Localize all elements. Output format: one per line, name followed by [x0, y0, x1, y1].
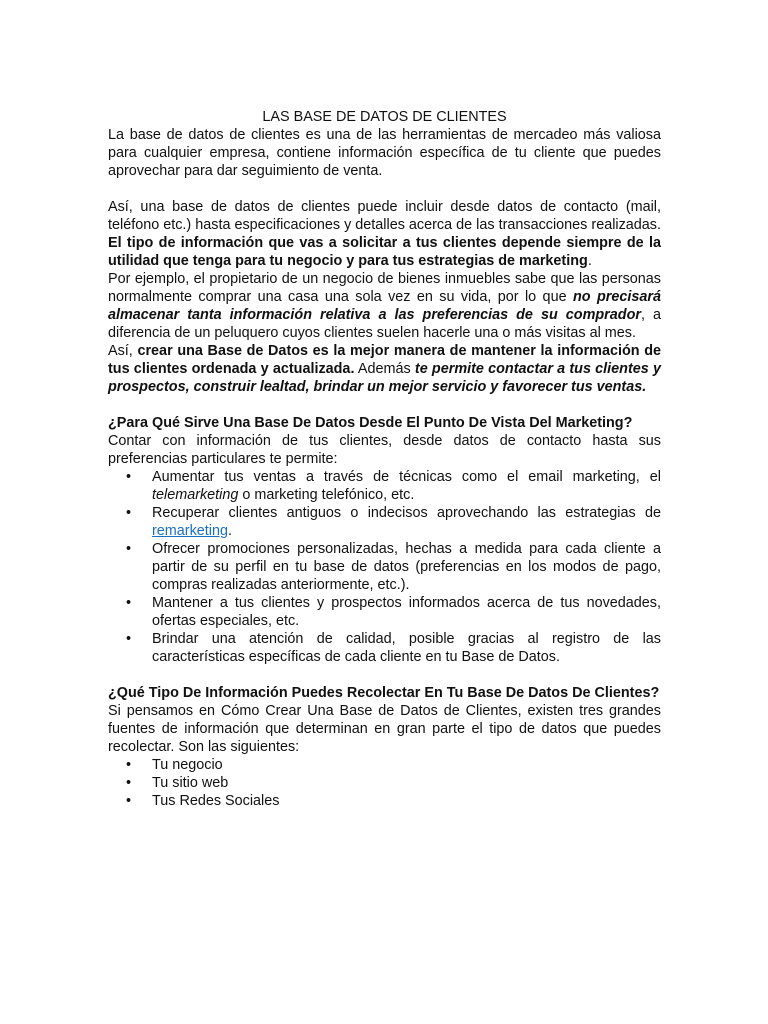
- section-heading-information-types: ¿Qué Tipo De Información Puedes Recolectar En Tu Base De Datos De Clientes?: [108, 685, 660, 701]
- bullet-icon: •: [126, 757, 132, 773]
- blank-line: [108, 396, 661, 414]
- paragraph-bold-italic-text: no precisará almacenar tanta información relativa a las preferencias de su comprador: [108, 289, 662, 323]
- section-lead-information-types: Si pensamos en Cómo Crear Una Base de Datos de Clientes, existen tres grandes fuentes de información que determinan en gran parte el tipo de datos que puedes recolectar. Son las siguientes:: [108, 703, 661, 755]
- list-item-text: Tu sitio web: [152, 775, 229, 791]
- list-item-text: Brindar una atención de calidad, posible gracias al registro de las características específicas de cada cliente en tu Base de Datos.: [152, 631, 661, 665]
- paragraph-text: Así,: [108, 343, 138, 359]
- paragraph-text: .: [587, 253, 592, 269]
- list-item-text: Ofrecer promociones personalizadas, hechas a medida para cada cliente a partir de su perfil en tu base de datos (preferencias en los modos de pago, compras realizadas anteriormente, etc.).: [152, 541, 661, 593]
- paragraph-example: [108, 270, 661, 342]
- bullet-icon: •: [126, 775, 132, 791]
- paragraph-bold-italic-text: te permite contactar a tus clientes y prospectos, construir lealtad, brindar un mejor servicio y favorecer tus ventas.: [108, 361, 662, 395]
- bullet-icon: •: [126, 469, 132, 485]
- list-item: [108, 792, 661, 810]
- information-sources-list: [108, 756, 661, 810]
- section-heading-marketing: ¿Para Qué Sirve Una Base De Datos Desde El Punto De Vista Del Marketing?: [108, 415, 633, 431]
- paragraph-database-benefits: [108, 342, 661, 396]
- paragraph-contact-data: [108, 198, 661, 270]
- list-item-italic-text: telemarketing: [152, 487, 239, 503]
- document-title: LAS BASE DE DATOS DE CLIENTES: [262, 109, 507, 125]
- bullet-icon: •: [126, 541, 132, 557]
- list-item-text: Mantener a tus clientes y prospectos informados acerca de tus novedades, ofertas especiales, etc.: [152, 595, 661, 629]
- list-item-text: Aumentar tus ventas a través de técnicas como el email marketing, el: [152, 469, 661, 485]
- list-item: [108, 630, 661, 666]
- list-item-text: Tu negocio: [152, 757, 223, 773]
- document-page: [108, 108, 661, 810]
- list-item: [108, 774, 661, 792]
- list-item-text: .: [227, 523, 232, 539]
- blank-line: [108, 666, 661, 684]
- intro-paragraph: La base de datos de clientes es una de las herramientas de mercadeo más valiosa para cualquier empresa, contiene información específica de tu cliente que puedes aprovechar para dar seguimiento de venta.: [108, 127, 661, 179]
- paragraph-text: Además: [354, 361, 415, 377]
- list-item-text: o marketing telefónico, etc.: [238, 487, 415, 503]
- bullet-icon: •: [126, 595, 132, 611]
- bullet-icon: •: [126, 631, 132, 647]
- blank-line: [108, 180, 661, 198]
- list-item: [108, 594, 661, 630]
- list-item: [108, 756, 661, 774]
- bullet-icon: •: [126, 793, 132, 809]
- marketing-benefits-list: [108, 468, 661, 666]
- paragraph-bold-text: crear una Base de Datos es la mejor manera de mantener la información de tus clientes ordenada y actualizada.: [108, 343, 661, 377]
- list-item: [108, 504, 661, 540]
- paragraph-text: , a diferencia de un peluquero cuyos clientes suelen hacerle una o más visitas al mes.: [108, 307, 661, 341]
- paragraph-text: Así, una base de datos de clientes puede incluir desde datos de contacto (mail, teléfono etc.) hasta especificaciones y detalles acerca de las transacciones realizadas.: [108, 199, 661, 233]
- list-item: [108, 468, 661, 504]
- bullet-icon: •: [126, 505, 132, 521]
- paragraph-text: Por ejemplo, el propietario de un negocio de bienes inmuebles sabe que las personas normalmente comprar una casa una sola vez en su vida, por lo que: [108, 271, 661, 305]
- list-item-text: Tus Redes Sociales: [152, 793, 280, 809]
- paragraph-bold-text: El tipo de información que vas a solicitar a tus clientes depende siempre de la utilidad que tenga para tu negocio y para tus estrategias de marketing: [108, 235, 661, 269]
- remarketing-link[interactable]: remarketing: [152, 523, 228, 539]
- list-item: [108, 540, 661, 594]
- section-lead-marketing: Contar con información de tus clientes, desde datos de contacto hasta sus preferencias particulares te permite:: [108, 433, 661, 467]
- list-item-text: Recuperar clientes antiguos o indecisos aprovechando las estrategias de: [152, 505, 661, 521]
